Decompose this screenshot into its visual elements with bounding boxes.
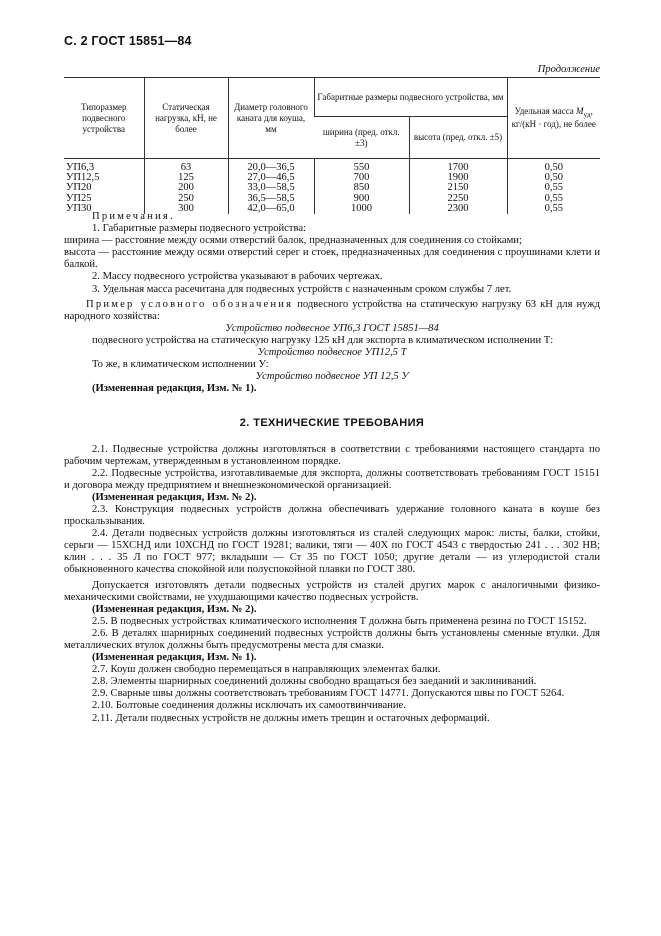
amendment-note: (Измененная редакция, Изм. № 2). (92, 603, 257, 615)
mass-header-pre: Удельная масса (514, 105, 577, 116)
notes-heading: Примечания. (92, 211, 175, 222)
example-label: Пример условного обозначения (86, 298, 294, 310)
col-header-diameter: Диаметр головного каната для коуша, мм (228, 78, 314, 159)
col-header-mass (507, 78, 600, 159)
col-header-width: ширина (пред. откл. ±3) (314, 117, 409, 159)
cell-height: 1700 (409, 159, 507, 174)
mass-header-post: , кг/(кН · год), не более (511, 105, 596, 130)
col-header-load: Статическая нагрузка, кН, не более (144, 78, 228, 159)
mass-header-symbol: M (576, 105, 584, 116)
cell-diameter: 20,0—36,5 (228, 159, 314, 174)
designation-1: Устройство подвесное УП6,3 ГОСТ 15851—84 (225, 322, 439, 334)
clause-2-1: 2.1. Подвесные устройства должны изготовляться в соответствии с требованиями настоящего стандарта по рабочим чертежам, утвержденным в установленном порядке. (64, 443, 600, 467)
clause-2-6: 2.6. В деталях шарнирных соединений подвесных устройств должны быть установлены сменные втулки. Для металлических втулок должны быть предусмотрены места для смазки. (64, 627, 600, 651)
clause-2-5: 2.5. В подвесных устройствах климатического исполнения Т должна быть применена резина по ГОСТ 15152. (92, 615, 587, 627)
designation-2: Устройство подвесное УП12,5 Т (257, 347, 407, 359)
cell-height: 1900 (409, 173, 507, 183)
note-1: 1. Габаритные размеры подвесного устройства: (92, 223, 306, 235)
note-1-width: ширина — расстояние между осями отверстий балок, предназначенных для соединения со стойками; (64, 235, 522, 247)
table-row (64, 183, 600, 193)
document-body (64, 211, 600, 725)
cell-type: УП6,3 (66, 162, 95, 173)
example-text-2: подвесного устройства на статическую нагрузку 125 кН для экспорта в климатическом исполнении Т: (92, 334, 554, 346)
cell-height: 2250 (409, 194, 507, 204)
table-row (64, 194, 600, 204)
clause-2-4: 2.4. Детали подвесных устройств должны изготовляться из сталей следующих марок: листы, балки, стойки, серьги — 15ХСНД или 10ХСНД по ГОСТ 19281; валики, тяги — 40Х по ГОСТ 4543 с твердостью 241 . . . 302 НВ; клин . . . 35 Л по ГОСТ 977; вкладыши — Ст 35 по ГОСТ 1050; другие детали — из углеродистой стали обыкновенного качества спокойной или полуспокойной плавки по ГОСТ 380. (64, 528, 600, 576)
cell-mass: 0,55 (507, 204, 600, 214)
cell-height: 2300 (409, 204, 507, 214)
clause-2-11: 2.11. Детали подвесных устройств не должны иметь трещин и остаточных деформаций. (92, 712, 490, 724)
mass-header-subscript: уд (583, 109, 591, 119)
section-title: 2. ТЕХНИЧЕСКИЕ ТРЕБОВАНИЯ (239, 417, 425, 430)
note-2: 2. Массу подвесного устройства указывают в рабочих чертежах. (92, 271, 383, 283)
col-header-dims-group: Габаритные размеры подвесного устройства, мм (314, 78, 507, 117)
cell-type: УП20 (66, 182, 92, 194)
page-header: С. 2 ГОСТ 15851—84 (64, 34, 192, 48)
cell-mass: 0,50 (507, 159, 600, 174)
example-text-1: подвесного устройства на статическую нагрузку 63 кН для нужд народного хозяйства: (64, 298, 600, 322)
cell-type: УП30 (66, 202, 92, 214)
amendment-note: (Измененная редакция, Изм. № 1). (92, 383, 257, 395)
cell-width: 550 (314, 159, 409, 174)
example-text-3: То же, в климатическом исполнении У: (92, 359, 269, 371)
cell-height: 2150 (409, 183, 507, 193)
continued-label: Продолжение (537, 64, 600, 75)
clause-2-3: 2.3. Конструкция подвесных устройств должна обеспечивать удержание головного каната в коуше без проскальзывания. (64, 503, 600, 528)
cell-width: 1000 (314, 204, 409, 214)
cell-width: 900 (314, 194, 409, 204)
col-header-type: Типоразмер подвесного устройства (64, 78, 144, 159)
cell-diameter: 36,5—58,5 (228, 194, 314, 204)
clause-2-8: 2.8. Элементы шарнирных соединений должны свободно вращаться без заеданий и заклиниваний. (92, 676, 537, 688)
cell-load: 125 (144, 173, 228, 183)
col-header-height: высота (пред. откл. ±5) (409, 117, 507, 159)
cell-load: 63 (144, 159, 228, 174)
cell-width: 850 (314, 183, 409, 193)
table-row (64, 159, 600, 174)
amendment-note: (Измененная редакция, Изм. № 1). (92, 652, 257, 664)
cell-diameter: 42,0—65,0 (228, 204, 314, 214)
cell-width: 700 (314, 173, 409, 183)
note-1-height: высота — расстояние между осями отверстий серег и стоек, предназначенных для соединения с проушинами клети и балкой. (64, 247, 600, 271)
clause-2-4-extra: Допускается изготовлять детали подвесных устройств из сталей других марок с аналогичными физико-механическими свойствами, не ухудшающими качество подвесных устройств. (64, 579, 600, 603)
cell-load: 250 (144, 194, 228, 204)
designation-3: Устройство подвесное УП 12,5 У (255, 371, 409, 383)
cell-mass: 0,55 (507, 194, 600, 204)
clause-2-9: 2.9. Сварные швы должны соответствовать требованиям ГОСТ 14771. Допускаются швы по ГОСТ 5264. (92, 688, 565, 700)
amendment-note: (Измененная редакция, Изм. № 2). (92, 491, 257, 503)
cell-mass: 0,50 (507, 173, 600, 183)
cell-diameter: 27,0—46,5 (228, 173, 314, 183)
clause-2-7: 2.7. Коуш должен свободно перемещаться в направляющих элементах балки. (92, 664, 441, 676)
spec-table (64, 77, 600, 214)
note-3: 3. Удельная масса расечитана для подвесных устройств с назначенным сроком службы 7 лет. (92, 283, 512, 295)
cell-load: 200 (144, 183, 228, 193)
clause-2-10: 2.10. Болтовые соединения должны исключать их самоотвинчивание. (92, 700, 406, 712)
clause-2-2: 2.2. Подвесные устройства, изготавливаемые для экспорта, должны соответствовать требованиям ГОСТ 15151 и договора между предприятием и внешнеэкономической организацией. (64, 467, 600, 491)
example-paragraph (64, 299, 600, 323)
cell-diameter: 33,0—58,5 (228, 183, 314, 193)
cell-mass: 0,55 (507, 183, 600, 193)
cell-type: УП25 (66, 192, 92, 204)
table-row (64, 173, 600, 183)
cell-load: 300 (144, 204, 228, 214)
cell-type: УП12,5 (66, 172, 100, 184)
